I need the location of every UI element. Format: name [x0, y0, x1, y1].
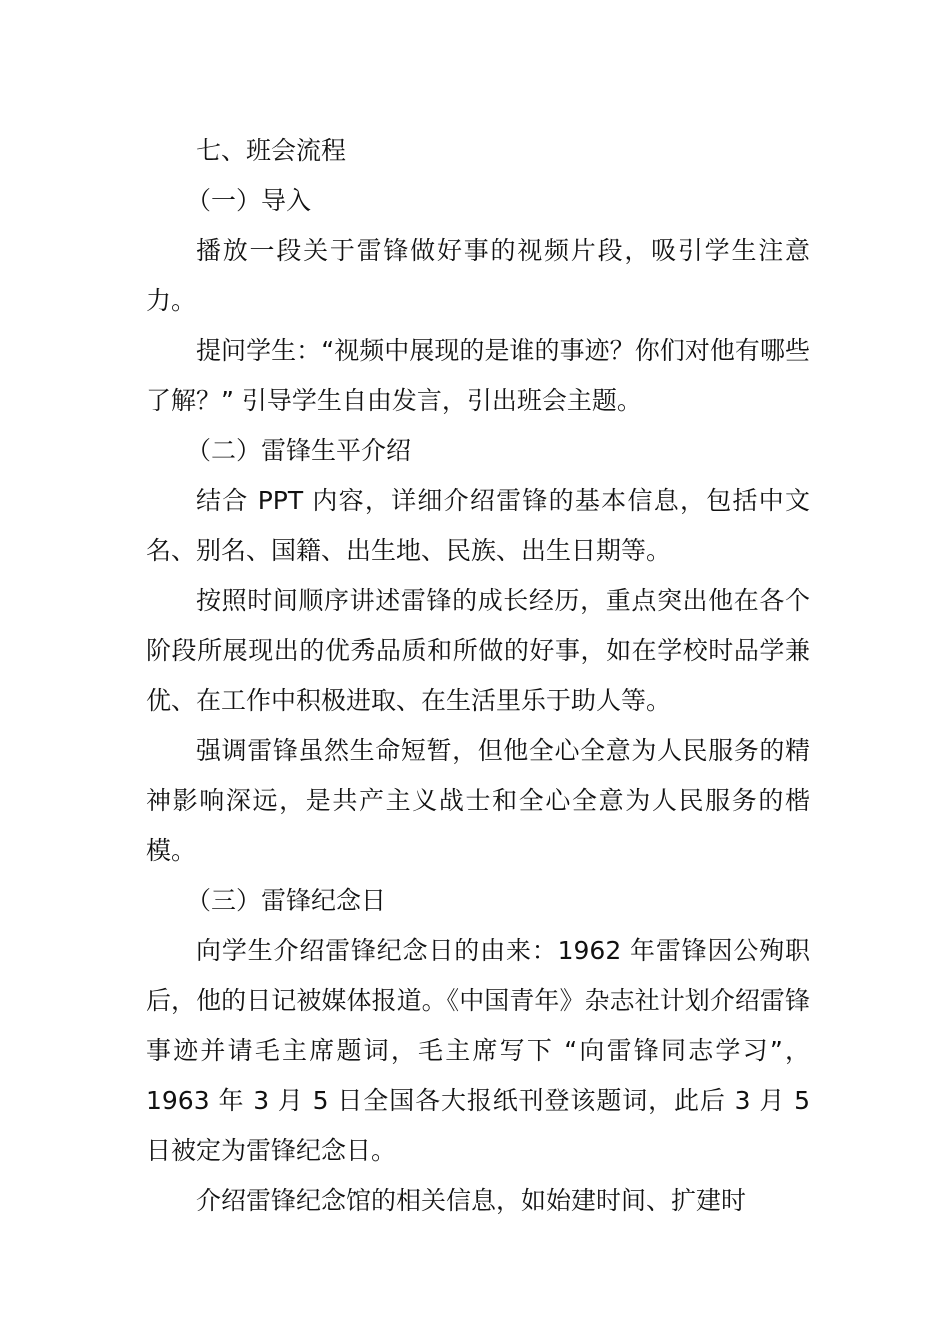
paragraph: 结合 PPT 内容，详细介绍雷锋的基本信息，包括中文名、别名、国籍、出生地、民族、出生日期等。	[146, 486, 810, 565]
section-title: 七、班会流程	[196, 136, 347, 165]
paragraph: 提问学生：“视频中展现的是谁的事迹？你们对他有哪些了解？” 引导学生自由发言，引出班会主题。	[146, 336, 810, 415]
document-body	[146, 126, 810, 1226]
part-heading-biography: （二）雷锋生平介绍	[186, 436, 412, 465]
paragraph: 播放一段关于雷锋做好事的视频片段，吸引学生注意力。	[146, 236, 810, 315]
part-heading-memorial-day: （三）雷锋纪念日	[186, 886, 387, 915]
paragraph: 向学生介绍雷锋纪念日的由来：1962 年雷锋因公殉职后，他的日记被媒体报道。《中国青年》杂志社计划介绍雷锋事迹并请毛主席题词，毛主席写下 “向雷锋同志学习”，1963 年 3 月 5 日全国各大报纸刊登该题词，此后 3 月 5 日被定为雷锋纪念日。	[146, 936, 810, 1165]
paragraph: 介绍雷锋纪念馆的相关信息，如始建时间、扩建时	[196, 1186, 747, 1215]
part-heading-intro: （一）导入	[186, 186, 312, 215]
paragraph: 强调雷锋虽然生命短暂，但他全心全意为人民服务的精神影响深远，是共产主义战士和全心全意为人民服务的楷模。	[146, 736, 810, 865]
paragraph: 按照时间顺序讲述雷锋的成长经历，重点突出他在各个阶段所展现出的优秀品质和所做的好事，如在学校时品学兼优、在工作中积极进取、在生活里乐于助人等。	[146, 586, 810, 715]
